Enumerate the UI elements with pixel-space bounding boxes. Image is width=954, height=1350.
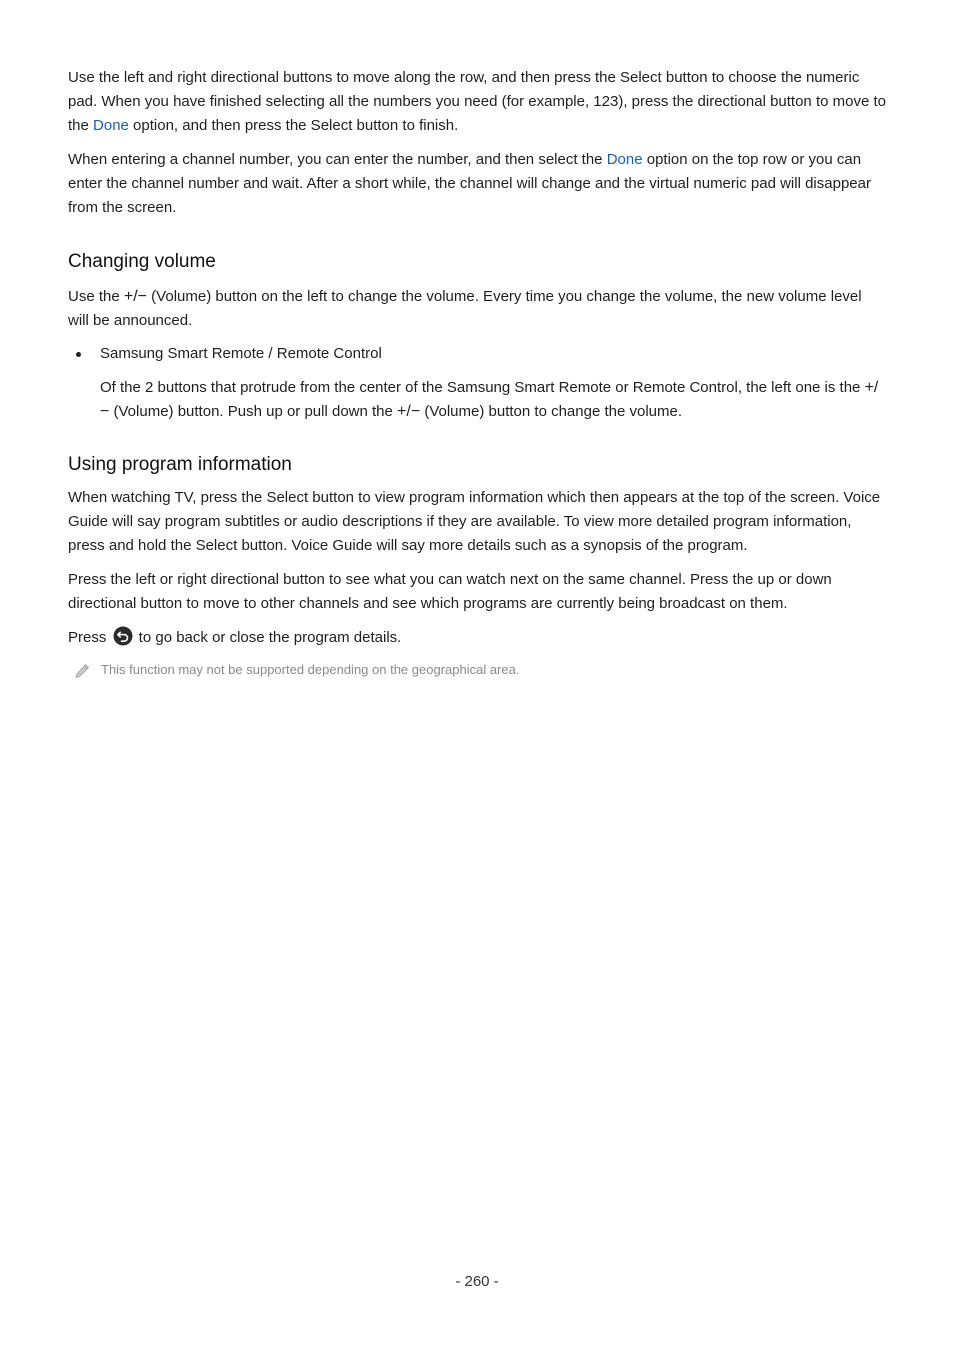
- volume-symbol-icon: +/−: [100, 379, 879, 420]
- note-text: This function may not be supported depending on the geographical area.: [101, 662, 520, 677]
- list-item: Samsung Smart Remote / Remote Control: [68, 342, 886, 366]
- note: [68, 660, 886, 680]
- back-icon: [113, 626, 133, 646]
- heading-changing-volume: Changing volume: [68, 251, 216, 272]
- intro-paragraph-1: Use the left and right directional buttons to move along the row, and then press the Select button to choose the numeric pad. When you have finished selecting all the numbers you need (for example, 123), press the directional button to move to the Done option, and then press the Select button to finish.: [68, 69, 886, 134]
- bullet-icon: [76, 352, 81, 357]
- page-content: [68, 66, 886, 680]
- program-paragraph-1: When watching TV, press the Select button to view program information which then appears at the top of the screen. Voice Guide will say program subtitles or audio descriptions if they are available. To view more detailed program information, press and hold the Select button. Voice Guide will say more details such as a synopsis of the program.: [68, 489, 881, 554]
- volume-sub-paragraph: Of the 2 buttons that protrude from the center of the Samsung Smart Remote or Remote Control, the left one is the +/− (Volume) button. Push up or pull down the +/− (Volume) button to change the volume.: [100, 379, 879, 420]
- intro-paragraph-2: When entering a channel number, you can enter the number, and then select the Done option on the top row or you can enter the channel number and wait. After a short while, the channel will change and the virtual numeric pad will disappear from the screen.: [68, 151, 871, 216]
- volume-paragraph: Use the +/− (Volume) button on the left to change the volume. Every time you change the volume, the new volume level will be announced.: [68, 288, 862, 329]
- page-number: - 260 -: [455, 1273, 499, 1290]
- heading-program-information: Using program information: [68, 454, 292, 475]
- done-option-link-2: Done: [606, 151, 643, 168]
- pencil-icon: [74, 663, 90, 679]
- volume-symbol-icon: +/−: [397, 403, 421, 420]
- program-paragraph-2: Press the left or right directional button to see what you can watch next on the same channel. Press the up or down directional button to move to other channels and see which programs are currently being broadcast on them.: [68, 571, 832, 612]
- volume-symbol-icon: +/−: [123, 288, 148, 305]
- program-paragraph-3: Press to go back or close the program details.: [68, 626, 886, 650]
- done-option-link: Done: [93, 117, 129, 134]
